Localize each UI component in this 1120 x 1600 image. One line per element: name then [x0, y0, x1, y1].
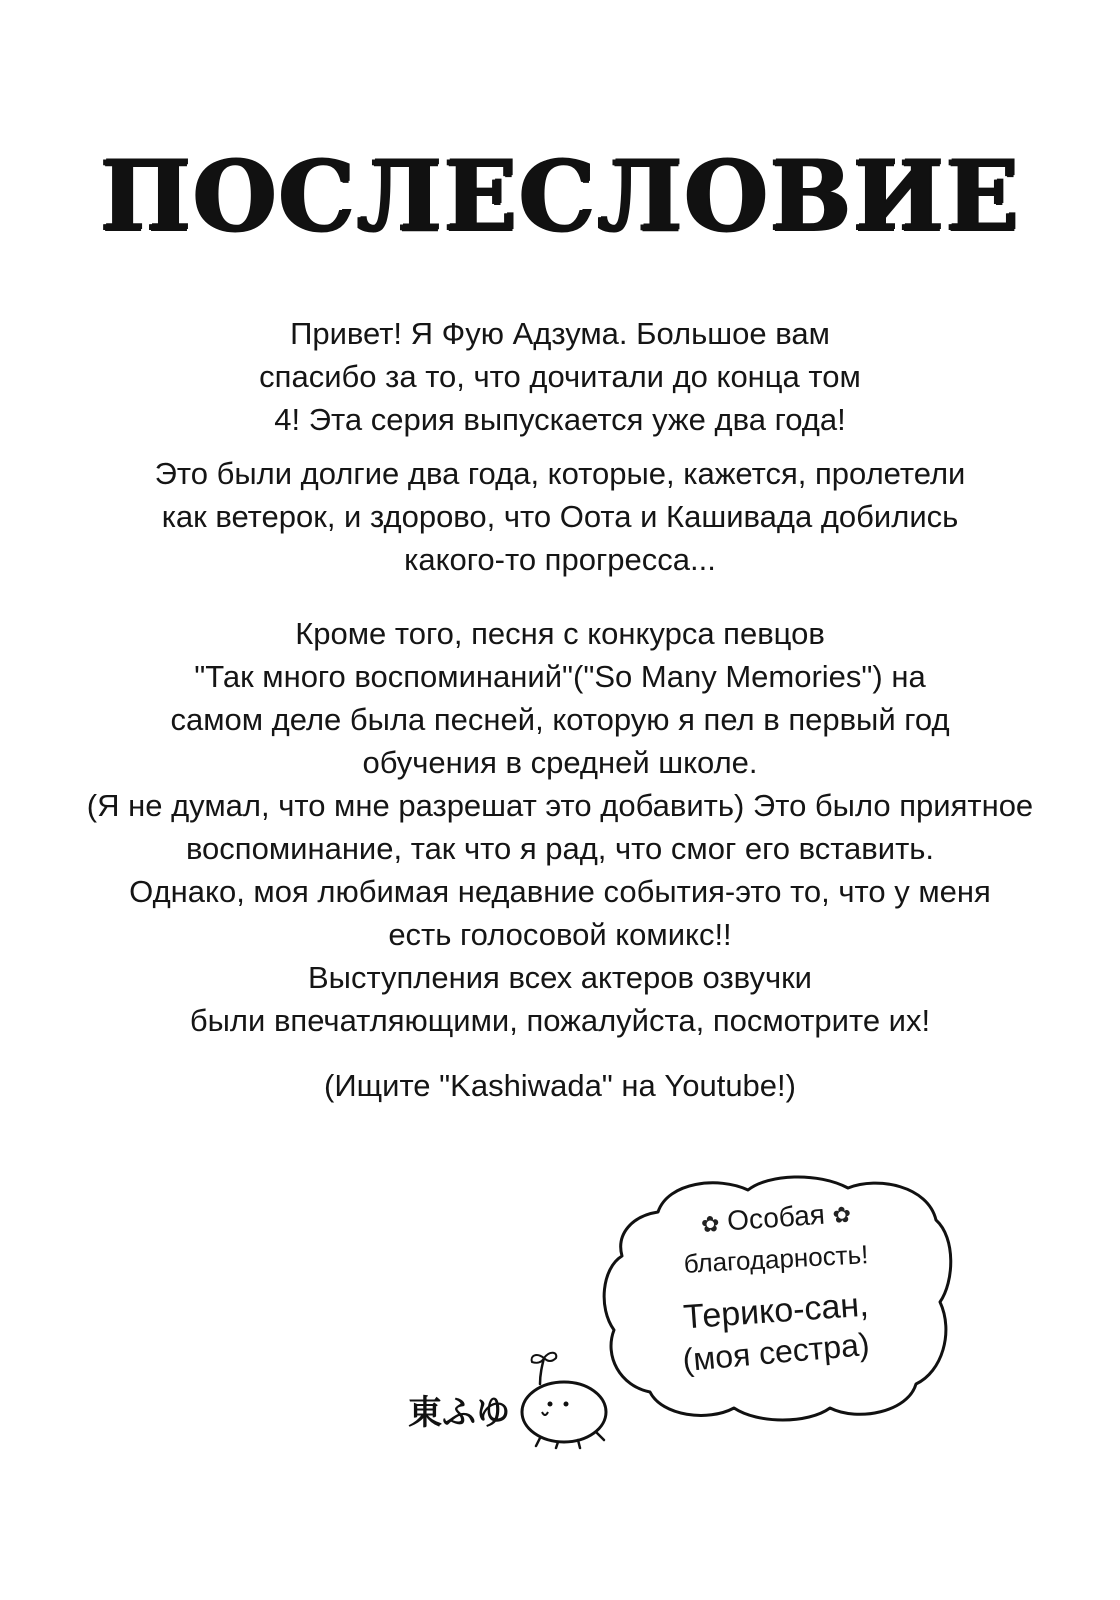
text-line: Привет! Я Фую Адзума. Большое вам [290, 316, 830, 351]
text-line: есть голосовой комикс!! [388, 917, 732, 952]
text-line: воспоминание, так что я рад, что смог его вставить. [185, 831, 935, 866]
text-line: спасибо за то, что дочитали до конца том [259, 359, 861, 394]
text-line: (Ищите "Kashiwada" на Youtube!) [324, 1068, 796, 1103]
text-line: 4! Эта серия выпускается уже два года! [274, 402, 846, 437]
bubble-line-4: (моя сестра) [681, 1325, 871, 1379]
text-line: Однако, моя любимая недавние события-это то, что у меня [129, 874, 991, 909]
text-line: (Я не думал, что мне разрешат это добавить) Это было приятное [86, 788, 1034, 823]
flower-icon: ✿ [700, 1210, 721, 1238]
flower-icon: ✿ [831, 1201, 852, 1229]
text-line: Выступления всех актеров озвучки [308, 960, 812, 995]
paragraph-greeting [0, 312, 1120, 441]
author-signature: 東ふゆ [408, 1393, 510, 1433]
paragraph-song-and-drama [0, 612, 1120, 1042]
special-thanks-bubble [598, 1172, 954, 1424]
text-line: были впечатляющими, пожалуйста, посмотрите их! [189, 1003, 931, 1038]
text-line: обучения в средней школе. [362, 745, 758, 780]
page-title: ПОСЛЕСЛОВИЕ [99, 140, 1021, 253]
text-line: Это были долгие два года, которые, кажется, пролетели [154, 456, 966, 491]
text-line: как ветерок, и здорово, что Оота и Кашивада добились [161, 499, 959, 534]
text-line: "Так много воспоминаний"("So Many Memories") на [194, 659, 926, 694]
text-line: Кроме того, песня с конкурса певцов [295, 616, 825, 651]
sprout-blob-mascot-icon [510, 1340, 620, 1450]
paragraph-youtube-note [0, 1064, 1120, 1107]
bubble-line-2: благодарность! [682, 1239, 870, 1279]
bubble-line-3: Терико-сан, [682, 1285, 870, 1337]
paragraph-two-years [0, 452, 1120, 581]
bubble-text-special: Особая [726, 1198, 826, 1237]
text-line: самом деле была песней, которую я пел в первый год [170, 702, 950, 737]
text-line: какого-то прогресса... [404, 542, 716, 577]
